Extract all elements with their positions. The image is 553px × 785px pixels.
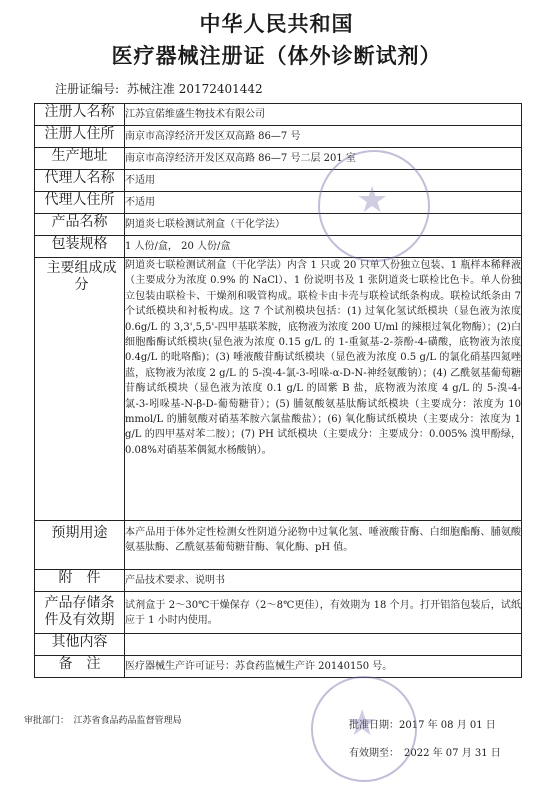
row-label: 附 件 (35, 570, 125, 592)
row-value: 江苏宜偌维盛生物技术有限公司 (125, 104, 522, 126)
seal-star-icon: ★ (356, 180, 389, 221)
seal-star-icon: ★ (346, 703, 379, 744)
row-label: 注册人名称 (35, 104, 125, 126)
table-row (35, 634, 522, 656)
row-label: 预期用途 (35, 521, 125, 570)
row-label: 代理人名称 (35, 170, 125, 192)
row-label: 包装规格 (35, 236, 125, 258)
title-certificate: 医疗器械注册证（体外诊断试剂） (111, 44, 442, 68)
row-value: 阴道炎七联检测试剂盒（干化学法）内含 1 只或 20 只单人份独立包装、1 瓶样本稀释液（主要成分为浓度 0.9% 的 NaCl）、1 份说明书及 1 张阴道炎七联检比色卡。单人份独立包装由联检卡、干燥剂和吸管构成。联检卡由卡壳与联检试纸条构成。联检试纸条由 7 个试纸模块和衬板构成。这 7 个试剂模块包括：(1) 过氧化氢试纸模块（显色液为浓度 0.6g/L 的 3,3',5,5'-四甲基联苯胺，底物液为浓度 200 U/ml 的辣根过氧化物酶）；(2)白细胞酯酶试纸模块(显色液为浓度 0.15 g/L 的 1-重氮基-2-萘酚-4-磺酸，底物液为浓度 0.4g/L 的吡咯酯)；(3) 唾液酸苷酶试纸模块（显色液为浓度 0.5 g/L 的氯化硝基四氮唑蓝，底物液为浓度 2 g/L 的 5-溴-4-氯-3-吲哚-α-D-N-神经氨酸钠）；(4) 乙酰氨基葡萄糖苷酶试纸模块（显色液为浓度 0.1 g/L 的固紫 B 盐，底物液为浓度 4 g/L 的 5-溴-4-氯-3-吲哚基-N-β-D-葡萄糖苷）；(5) 脯氨酸氨基肽酶试纸模块（主要成分：浓度为 10 mmol/L 的脯氨酸对硝基苯胺六氯盐酸盐）；(6) 氧化酶试纸模块（主要成分：浓度为 1 g/L 的四甲基对苯二胺）；(7) PH 试纸模块（主要成分：主要成分：0.005% 溴甲酚绿，0.08%对硝基苯偶氮水杨酸钠）。 (125, 258, 522, 521)
row-value: 南京市高淳经济开发区双高路 86—7 号 (125, 126, 522, 148)
table-row (35, 214, 522, 236)
row-label: 产品存储条件及有效期 (35, 592, 125, 634)
table-row (35, 656, 522, 678)
registration-number (55, 80, 263, 97)
row-label: 主要组成成分 (35, 258, 125, 521)
table-row (35, 592, 522, 634)
approval-date: 批准日期：2017 年 08 月 01 日 (349, 720, 496, 731)
row-label: 备 注 (35, 656, 125, 678)
table-row (35, 192, 522, 214)
table-row (35, 521, 522, 570)
row-value: 不适用 (125, 192, 522, 214)
row-value: 医疗器械生产许可证号：苏食药监械生产许 20140150 号。 (125, 656, 522, 678)
table-row (35, 170, 522, 192)
row-value: 不适用 (125, 170, 522, 192)
approval-authority: 审批部门： 江苏省食品药品监督管理局 (24, 716, 182, 726)
row-value: 试剂盒于 2～30℃干燥保存（2～8℃更佳），有效期为 18 个月。打开铝箔包装后，试纸应于 1 小时内使用。 (125, 592, 522, 634)
row-label: 其他内容 (35, 634, 125, 656)
row-value: 本产品用于体外定性检测女性阴道分泌物中过氧化氢、唾液酸苷酶、白细胞酯酶、脯氨酸氨基肽酶、乙酰氨基葡萄糖苷酶、氧化酶、pH 值。 (125, 521, 522, 570)
row-label: 注册人住所 (35, 126, 125, 148)
certificate-table (34, 103, 522, 678)
table-row (35, 236, 522, 258)
expiry-date: 有效期至： 2022 年 07 月 31 日 (349, 748, 501, 759)
table-row (35, 126, 522, 148)
table-row (35, 148, 522, 170)
row-value: 产品技术要求、说明书 (125, 570, 522, 592)
row-value: 1 人份/盒， 20 人份/盒 (125, 236, 522, 258)
table-row (35, 258, 522, 521)
row-label: 代理人住所 (35, 192, 125, 214)
row-label: 产品名称 (35, 214, 125, 236)
title-country: 中华人民共和国 (199, 12, 354, 36)
table-row (35, 570, 522, 592)
row-value: 阴道炎七联检测试剂盒（干化学法） (125, 214, 522, 236)
row-label: 生产地址 (35, 148, 125, 170)
registration-number-value: 苏械注准 20172401442 (126, 82, 263, 96)
row-value (125, 634, 522, 656)
registration-number-label: 注册证编号: (55, 82, 120, 96)
table-row (35, 104, 522, 126)
row-value: 南京市高淳经济开发区双高路 86—7 号二层 201 室 (125, 148, 522, 170)
